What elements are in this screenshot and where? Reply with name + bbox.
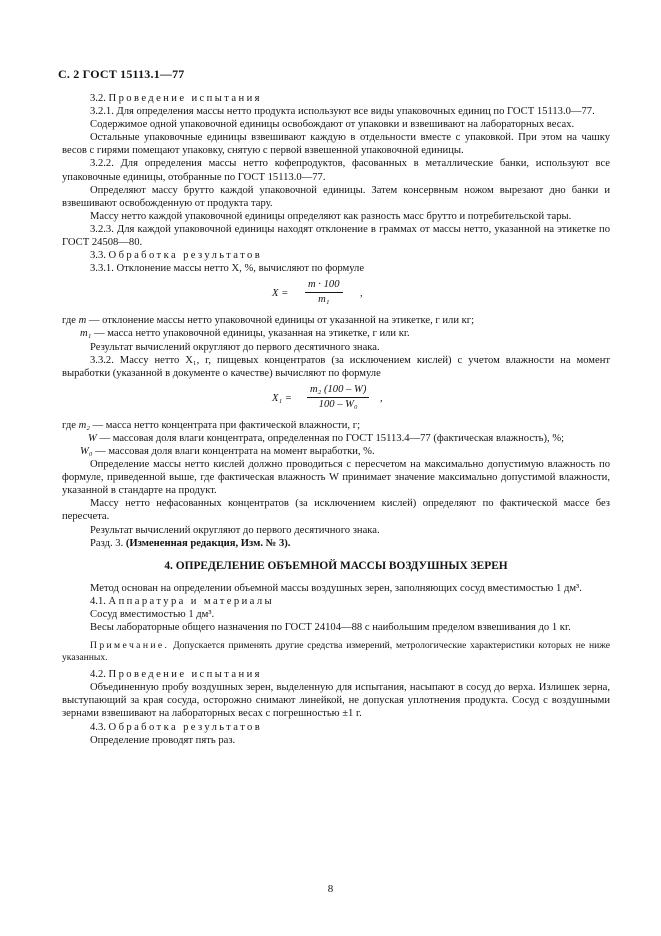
heading-number: 3.3. [90,250,106,262]
formula-deviation [62,278,610,310]
where-prefix: где [62,315,79,327]
amendment-text: (Измененная редакция, Изм. № 3). [125,537,291,549]
paragraph: Сосуд вместимостью 1 дм³. [90,609,215,620]
heading-number: 4.2. [90,669,106,681]
formula-denominator: m₁ [318,294,330,306]
paragraph: 3.3.1. Отклонение массы нетто X, %, вычисляют по формуле [90,263,365,275]
paragraph: Содержимое одной упаковочной единицы освобождают от упаковки и взвешивают на лабораторных весах. [90,119,575,131]
formula-numerator: m₂ (100 – W) [307,383,369,398]
heading-text: Аппаратура и материалы [108,595,275,607]
paragraph: 3.2.1. Для определения массы нетто продукта используют все виды упаковочных единиц по ГОСТ 15113.0—77. [90,106,595,118]
heading-number: 4.3. [90,721,106,733]
variable-symbol: m₂ [78,419,90,431]
note-label: Примечание. [90,640,170,652]
formula-fraction [305,278,343,307]
paragraph: Остальные упаковочные единицы взвешивают каждую в отдельности вместе с упаковкой. При этом на чашку весов с гирями помещают упаковку, снятую с первой взвешенной упаковочной единицы. [62,132,610,157]
heading-number: 4.1. [90,595,106,607]
variable-symbol: W [88,432,97,444]
page-header: С. 2 ГОСТ 15113.1—77 [58,67,185,81]
formula-lhs: X₁ = [272,392,292,404]
where-prefix: где [62,419,79,431]
variable-definition: — масса нетто упаковочной единицы, указанная на этикетке, г или кг. [91,328,410,340]
where-line [62,327,610,340]
section-4-3-heading [62,721,610,734]
heading-text: Обработка результатов [108,250,263,262]
variable-definition: — массовая доля влаги концентрата, определенная по ГОСТ 15113.4—77 (фактическая влажность), %; [96,432,565,444]
section-4-1-heading [62,595,610,608]
formula-tail: , [360,288,363,300]
where-line [62,419,610,432]
variable-definition: — массовая доля влаги концентрата на момент выработки, %. [92,445,375,457]
variable-definition: — масса нетто концентрата при фактической влажности, г; [89,419,361,431]
amendment-prefix: Разд. 3. [90,537,126,549]
where-line [62,432,610,445]
paragraph: Результат вычислений округляют до первого десятичного знака. [90,524,380,536]
amendment-note [62,537,610,550]
paragraph: Метод основан на определении объемной массы воздушных зерен, заполняющих сосуд вместимостью 1 дм³. [90,582,582,594]
note [62,640,610,664]
document-body [62,92,610,747]
section-4-2-heading [62,668,610,681]
heading-text: Обработка результатов [108,721,263,733]
formula-fraction [307,383,369,412]
paragraph: Массу нетто каждой упаковочной единицы определяют как разность масс брутто и потребительской тары. [90,210,572,222]
paragraph: 3.3.2. Массу нетто X₁, г, пищевых концентратов (за исключением кислей) с учетом влажности на момент выработки (указанной в документе о качестве) вычисляют по формуле [62,354,610,379]
heading-number: 3.2. [90,93,106,104]
paragraph: Определение проводят пять раз. [90,734,236,746]
variable-definition: — отклонение массы нетто упаковочной единицы от указанной на этикетке, г или кг; [86,315,475,327]
formula-lhs: X = [272,288,289,300]
formula-net-mass [62,383,610,415]
section-3-3-heading [62,249,610,262]
section-3-2-heading [62,92,610,105]
formula-tail: , [380,392,383,404]
where-line [62,314,610,327]
section-4-title: 4. ОПРЕДЕЛЕНИЕ ОБЪЕМНОЙ МАССЫ ВОЗДУШНЫХ ЗЕРЕН [164,559,508,572]
heading-text: Проведение испытания [108,669,262,681]
paragraph: Определяют массу брутто каждой упаковочной единицы. Затем консервным ножом вырезают дно банки и взвешивают освобожденную от продукта тару. [62,184,610,209]
note-text: Допускается применять другие средства измерений, метрологические характеристики которых не ниже указанных. [62,640,610,664]
paragraph: Объединенную пробу воздушных зерен, выделенную для испытания, насыпают в сосуд до верха. Излишек зерна, выступающий за края сосуда, осторожно снимают линейкой, не допуская уплотнения продукта. Сосуд с воздушными зернами взвешивают на лабораторных весах с погрешностью ±1 г. [62,682,610,720]
paragraph: 3.2.2. Для определения массы нетто кофепродуктов, фасованных в металлические банки, используют все упаковочные единицы, отобранные по ГОСТ 15113.0—77. [62,158,610,183]
paragraph: Результат вычислений округляют до первого десятичного знака. [90,341,380,353]
heading-text: Проведение испытания [108,93,262,104]
variable-symbol: m₁ [80,328,92,340]
page-number: 8 [327,883,334,895]
paragraph: 3.2.3. Для каждой упаковочной единицы находят отклонение в граммах от массы нетто, указанной на этикетке по ГОСТ 24508—80. [62,223,610,249]
paragraph: Массу нетто нефасованных концентратов (за исключением кислей) определяют по фактической массе без пересчета. [62,498,610,523]
paragraph: Определение массы нетто кислей должно проводиться с пересчетом на максимально допустимую влажность по формуле, приведенной выше, где фактическая влажность W принимает значение максимально допустимой влажности, указанной в стандарте на продукт. [62,459,610,497]
variable-symbol: m [78,315,87,327]
formula-numerator: m · 100 [305,278,343,293]
where-line [62,445,610,458]
variable-symbol: W₀ [80,445,93,457]
paragraph: Весы лабораторные общего назначения по ГОСТ 24104—88 с наибольшим пределом взвешивания до 1 кг. [90,622,571,634]
formula-denominator: 100 – W₀ [318,398,358,410]
